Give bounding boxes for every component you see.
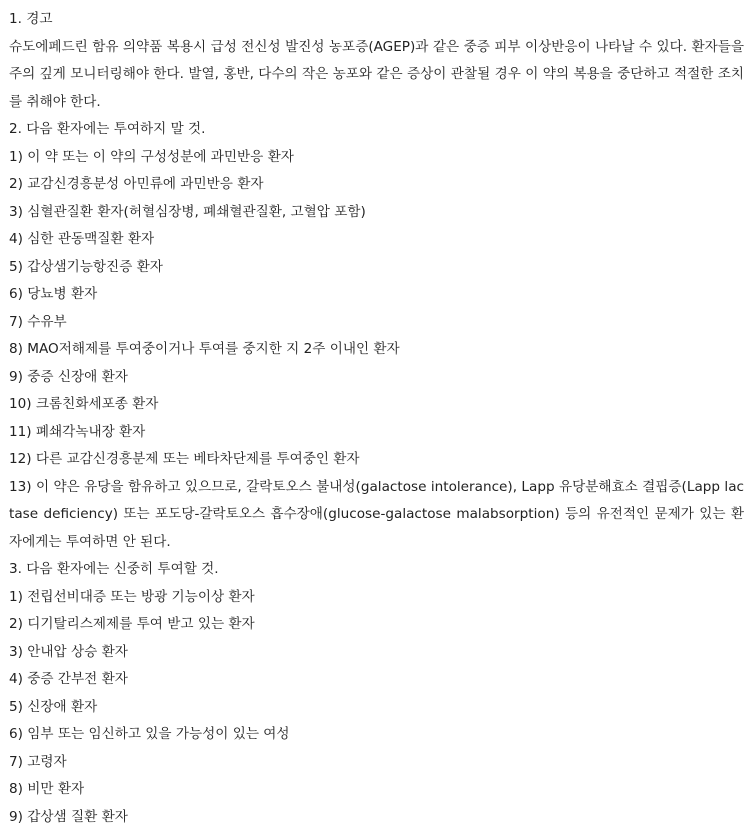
contraindication-item: 11) 폐쇄각녹내장 환자 <box>9 423 146 440</box>
precaution-item: 9) 갑상샘 질환 환자 <box>9 808 128 825</box>
warning-paragraph: 슈도에페드린 함유 의약품 복용시 급성 전신성 발진성 농포증(AGEP)과 같은 중증 피부 이상반응이 나타날 수 있다. 환자들을 주의 깊게 모니터링해야 한다. 발열, 홍반, 다수의 작은 농포와 같은 증상이 관찰될 경우 이 약의 복용을 중단하고 적절한 조치를 취해야 한다. <box>9 38 744 110</box>
section-heading-contraindications: 2. 다음 환자에는 투여하지 말 것. <box>9 121 206 137</box>
contraindication-item: 1) 이 약 또는 이 약의 구성성분에 과민반응 환자 <box>9 148 294 165</box>
contraindication-item: 5) 갑상샘기능항진증 환자 <box>9 258 163 275</box>
contraindication-item: 2) 교감신경흥분성 아민류에 과민반응 환자 <box>9 176 264 192</box>
section-heading-precautions: 3. 다음 환자에는 신중히 투여할 것. <box>9 561 219 577</box>
contraindication-item-lactose: 13) 이 약은 유당을 함유하고 있으므로, 갈락토오스 불내성(galactose intolerance), Lapp 유당분해효소 결핍증(Lapp lactase deficiency) 또는 포도당-갈락토오스 흡수장애(glucose-galactose malabsorption) 등의 유전적인 문제가 있는 환자에게는 투여하면 안 된다. <box>9 478 744 550</box>
section-heading-warning: 1. 경고 <box>9 11 53 27</box>
precaution-item: 4) 중증 간부전 환자 <box>9 671 128 687</box>
precaution-item: 5) 신장애 환자 <box>9 698 98 715</box>
contraindication-item: 12) 다른 교감신경흥분제 또는 베타차단제를 투여중인 환자 <box>9 451 360 467</box>
precaution-item: 6) 임부 또는 임신하고 있을 가능성이 있는 여성 <box>9 726 290 742</box>
contraindication-item: 10) 크롬친화세포종 환자 <box>9 396 159 412</box>
contraindication-item: 8) MAO저해제를 투여중이거나 투여를 중지한 지 2주 이내인 환자 <box>9 341 400 357</box>
contraindication-item: 6) 당뇨병 환자 <box>9 286 98 302</box>
precaution-item: 1) 전립선비대증 또는 방광 기능이상 환자 <box>9 588 255 605</box>
contraindication-item: 9) 중증 신장애 환자 <box>9 368 128 385</box>
precaution-item: 7) 고령자 <box>9 753 67 770</box>
contraindication-item: 4) 심한 관동맥질환 환자 <box>9 231 155 247</box>
contraindication-item: 3) 심혈관질환 환자(허혈심장병, 폐쇄혈관질환, 고혈압 포함) <box>9 203 366 220</box>
precaution-item: 8) 비만 환자 <box>9 781 85 797</box>
contraindication-item: 7) 수유부 <box>9 313 67 330</box>
precaution-item: 2) 디기탈리스제제를 투여 받고 있는 환자 <box>9 616 255 632</box>
precaution-item: 3) 안내압 상승 환자 <box>9 643 128 660</box>
